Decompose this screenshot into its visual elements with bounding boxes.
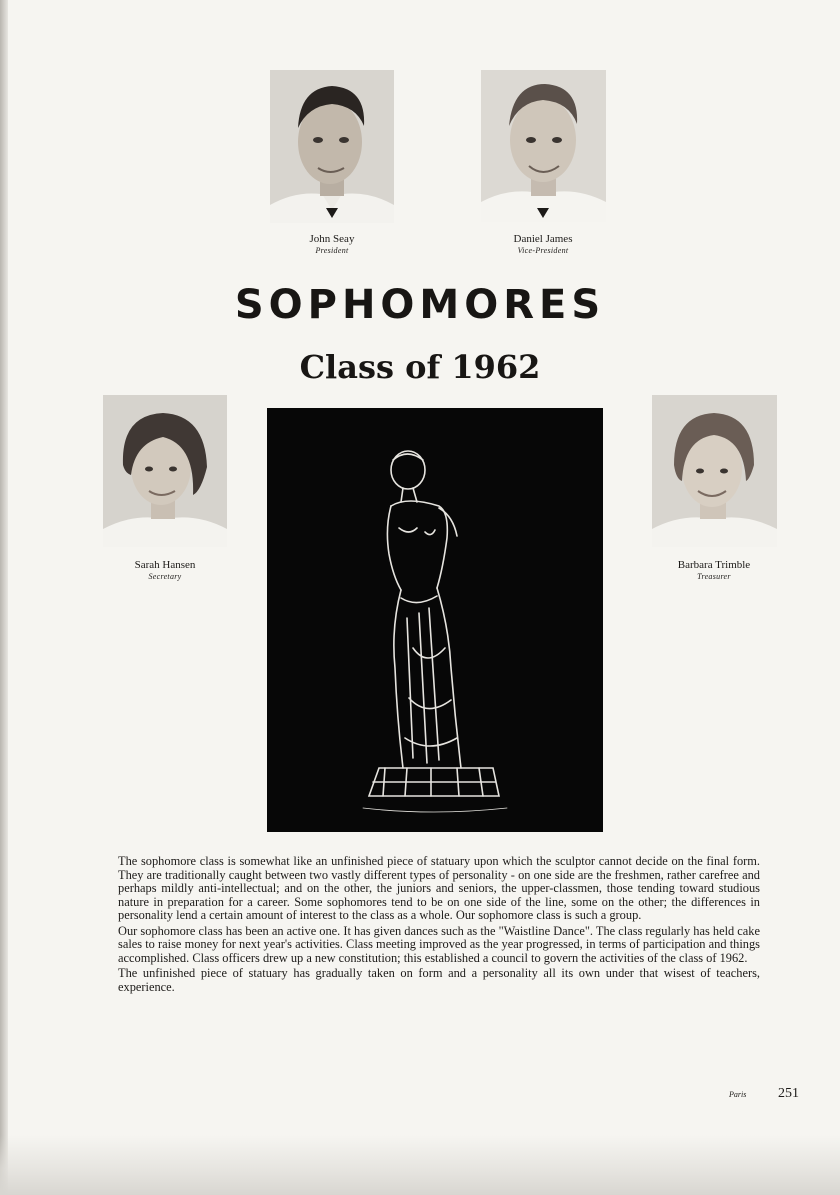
president-name: John Seay (309, 233, 355, 245)
statue-photo (267, 408, 603, 832)
portrait-vice-president (481, 70, 606, 222)
paragraph-2: Our sophomore class has been an active one. It has given dances such as the "Waistline Dance". The class regularly has held cake sales to raise money for next year's activities. Class meeting improved as the year progressed, in terms of participation and things accomplished. Class officers drew up a new constitution; this established a council to govern the activities of the class of 1962. (118, 923, 760, 965)
portrait-treasurer (652, 395, 777, 547)
secretary-role: Secretary (148, 571, 182, 581)
paragraph-1: The sophomore class is somewhat like an unfinished piece of statuary upon which the sculptor cannot decide on the final form. They are traditionally caught between two vastly different types of personality - on one side are the freshmen, rather carefree and perhaps mildly anti-intellectual; and on the other, the juniors and seniors, the upper-classmen, those tending toward studious nature in preparation for a career. Some sophomores tend to be on one side of the line, some on the other; the differences in personality lend a certain amount of interest to the class as a whole. Our sophomore class is such a group. (118, 854, 760, 922)
caption-treasurer (664, 559, 764, 581)
paragraph-3: The unfinished piece of statuary has gradually taken on form and a personality all its own under that wisest of teachers, experience. (118, 966, 760, 994)
treasurer-role: Treasurer (697, 571, 731, 581)
vice-president-name: Daniel James (513, 233, 573, 245)
caption-vice-president (493, 233, 593, 255)
treasurer-name: Barbara Trimble (677, 559, 751, 571)
page-title: SOPHOMORES (234, 282, 606, 328)
page-binding-edge (0, 0, 8, 1195)
footer-label: Paris (729, 1090, 747, 1099)
page-subtitle: Class of 1962 (299, 348, 541, 386)
president-role: President (315, 245, 349, 255)
secretary-name: Sarah Hansen (134, 559, 196, 571)
vice-president-role: Vice-President (517, 245, 569, 255)
class-description (118, 855, 760, 996)
page-number: 251 (778, 1086, 799, 1101)
portrait-president (270, 70, 394, 223)
portrait-secretary (103, 395, 227, 547)
caption-secretary (115, 559, 215, 581)
caption-president (282, 233, 382, 255)
scan-shadow (0, 1135, 840, 1195)
